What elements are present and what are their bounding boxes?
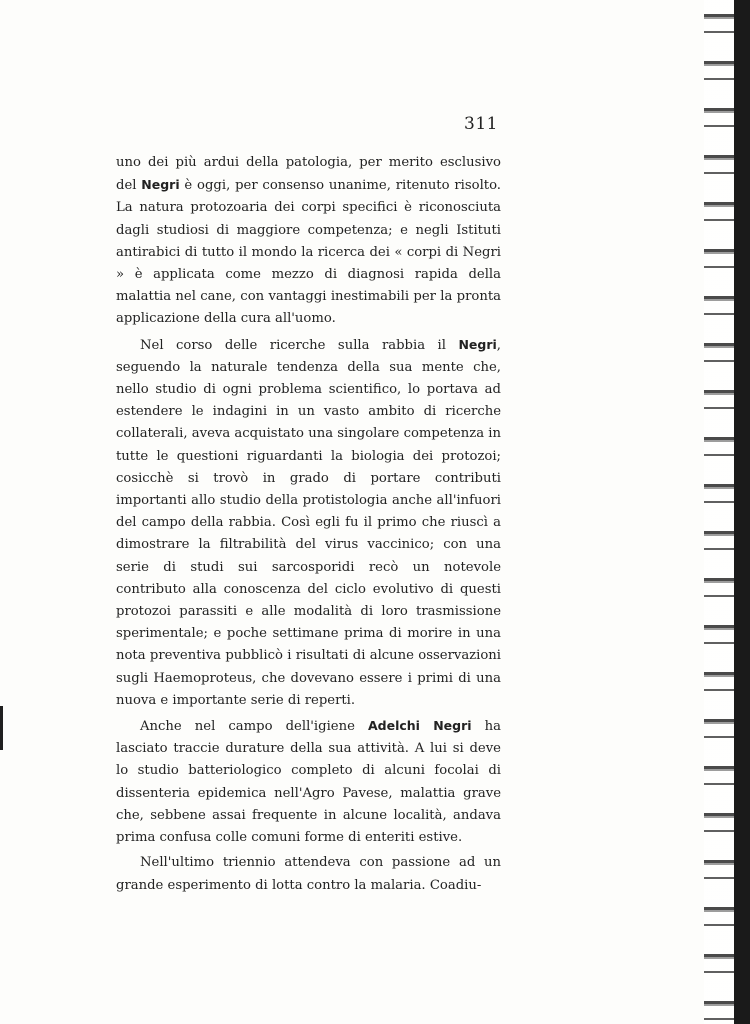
margin-mark <box>0 706 3 750</box>
text-segment: Nel corso delle ricerche sulla rabbia il <box>140 337 459 353</box>
text-segment: , seguendo la naturale tendenza della sua mente che, nello studio di ogni problema scientifico, lo portava ad estendere le indagini in un vasto ambito di ricerche collaterali, aveva acquistato una singolare competenza in tutte le questioni riguardanti la biologia dei protozoi; cosicchè si trovò in grado di portare contributi importanti allo studio della protistologia anche all'infuori del campo della rabbia. Così egli fu il primo che riuscì a dimostrare la filtrabilità del virus vaccinico; con una serie di studi sui sarcosporidi recò un notevole contributo alla conoscenza del ciclo evolutivo di questi protozoi parassiti e alle modalità di loro trasmissione sperimentale; e poche settimane prima di morire in una nota preventiva pubblicò i risultati di alcune osservazioni sugli Haemoproteus, che dovevano essere i primi di una nuova e importante serie di reperti. <box>116 337 501 708</box>
paragraph <box>116 852 501 896</box>
page-edge-dark <box>734 0 750 1024</box>
body-text <box>116 152 501 897</box>
paragraph <box>116 715 501 849</box>
text-segment: uno dei più ardui della patologia, per merito esclusivo del <box>116 155 501 194</box>
paragraph <box>116 334 501 712</box>
text-segment: è oggi, per consenso unanime, ritenuto risolto. La natura protozoaria dei corpi specifici è riconosciuta dagli studiosi di maggiore competenza; e negli Istituti antirabici di tutto il mondo la ricerca dei « corpi di Negri » è applicata come mezzo di diagnosi rapida della malattia nel cane, con vantaggi inestimabili per la pronta applicazione della cura all'uomo. <box>116 178 501 327</box>
bold-name: Adelchi Negri <box>367 718 472 734</box>
paragraph <box>116 152 501 331</box>
text-segment: ha lasciato traccie durature della sua attività. A lui si deve lo studio batteriologico completo di alcuni focolai di dissenteria epidemica nell'Agro Pavese, malattia grave che, sebbene assai frequente in alcune località, andava prima confusa colle comuni forme di enteriti estive. <box>116 719 501 846</box>
text-segment: Anche nel campo dell'igiene <box>140 719 368 735</box>
text-segment: Nell'ultimo triennio attendeva con passione ad un grande esperimento di lotta contro la malaria. Coadiu- <box>116 855 501 893</box>
page-number: 311 <box>464 114 498 134</box>
bold-name: Negri <box>458 336 497 352</box>
bold-name: Negri <box>141 177 180 193</box>
